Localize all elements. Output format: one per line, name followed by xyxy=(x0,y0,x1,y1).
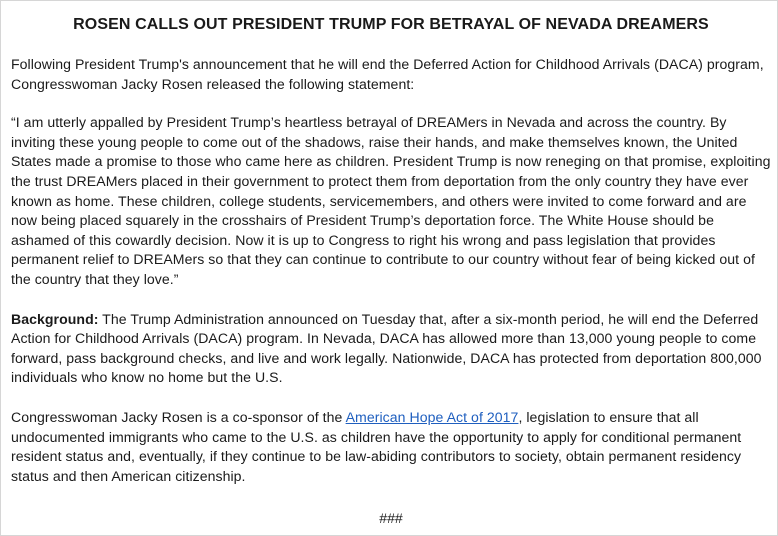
american-hope-act-link[interactable]: American Hope Act of 2017 xyxy=(345,408,519,425)
cosponsor-paragraph xyxy=(11,408,771,486)
press-release xyxy=(11,14,771,529)
press-release-title: ROSEN CALLS OUT PRESIDENT TRUMP FOR BETRAYAL OF NEVADA DREAMERS xyxy=(73,16,709,33)
cosponsor-prefix: Congresswoman Jacky Rosen is a co-sponsor of the xyxy=(11,408,346,425)
end-of-release-mark: ### xyxy=(379,510,403,527)
cosponsor-suffix: , legislation to ensure that all undocumented immigrants who came to the U.S. as children have the opportunity to apply for conditional permanent resident status and, eventually, if they continue to be law-abiding contributors to society, obtain permanent residency status and then American citizenship. xyxy=(11,408,742,484)
background-text: The Trump Administration announced on Tuesday that, after a six-month period, he will end the Deferred Action for Childhood Arrivals (DACA) program. In Nevada, DACA has allowed more than 13,000 young people to come forward, pass background checks, and live and work legally. Nationwide, DACA has protected from deportation 800,000 individuals who know no home but the U.S. xyxy=(11,310,762,386)
statement-quote-paragraph: “I am utterly appalled by President Trump’s heartless betrayal of DREAMers in Nevada and across the country. By inviting these young people to come out of the shadows, raise their hands, and make themselves known, the United States made a promise to those who came here as children. President Trump is now reneging on that promise, exploiting the trust DREAMers placed in their government to protect them from deportation from the only country they have ever known as home. These children, college students, servicemembers, and others were invited to come forward and are now being placed squarely in the crosshairs of President Trump’s deportation force. The White House should be ashamed of this cowardly decision. Now it is up to Congress to right his wrong and pass legislation that provides permanent relief to DREAMers so that they can continue to contribute to our country without fear of being kicked out of the country that they love.” xyxy=(11,114,771,287)
background-paragraph xyxy=(11,310,771,388)
background-label: Background: xyxy=(11,310,99,327)
intro-paragraph: Following President Trump's announcement that he will end the Deferred Action for Childhood Arrivals (DACA) program, Congresswoman Jacky Rosen released the following statement: xyxy=(11,56,764,92)
